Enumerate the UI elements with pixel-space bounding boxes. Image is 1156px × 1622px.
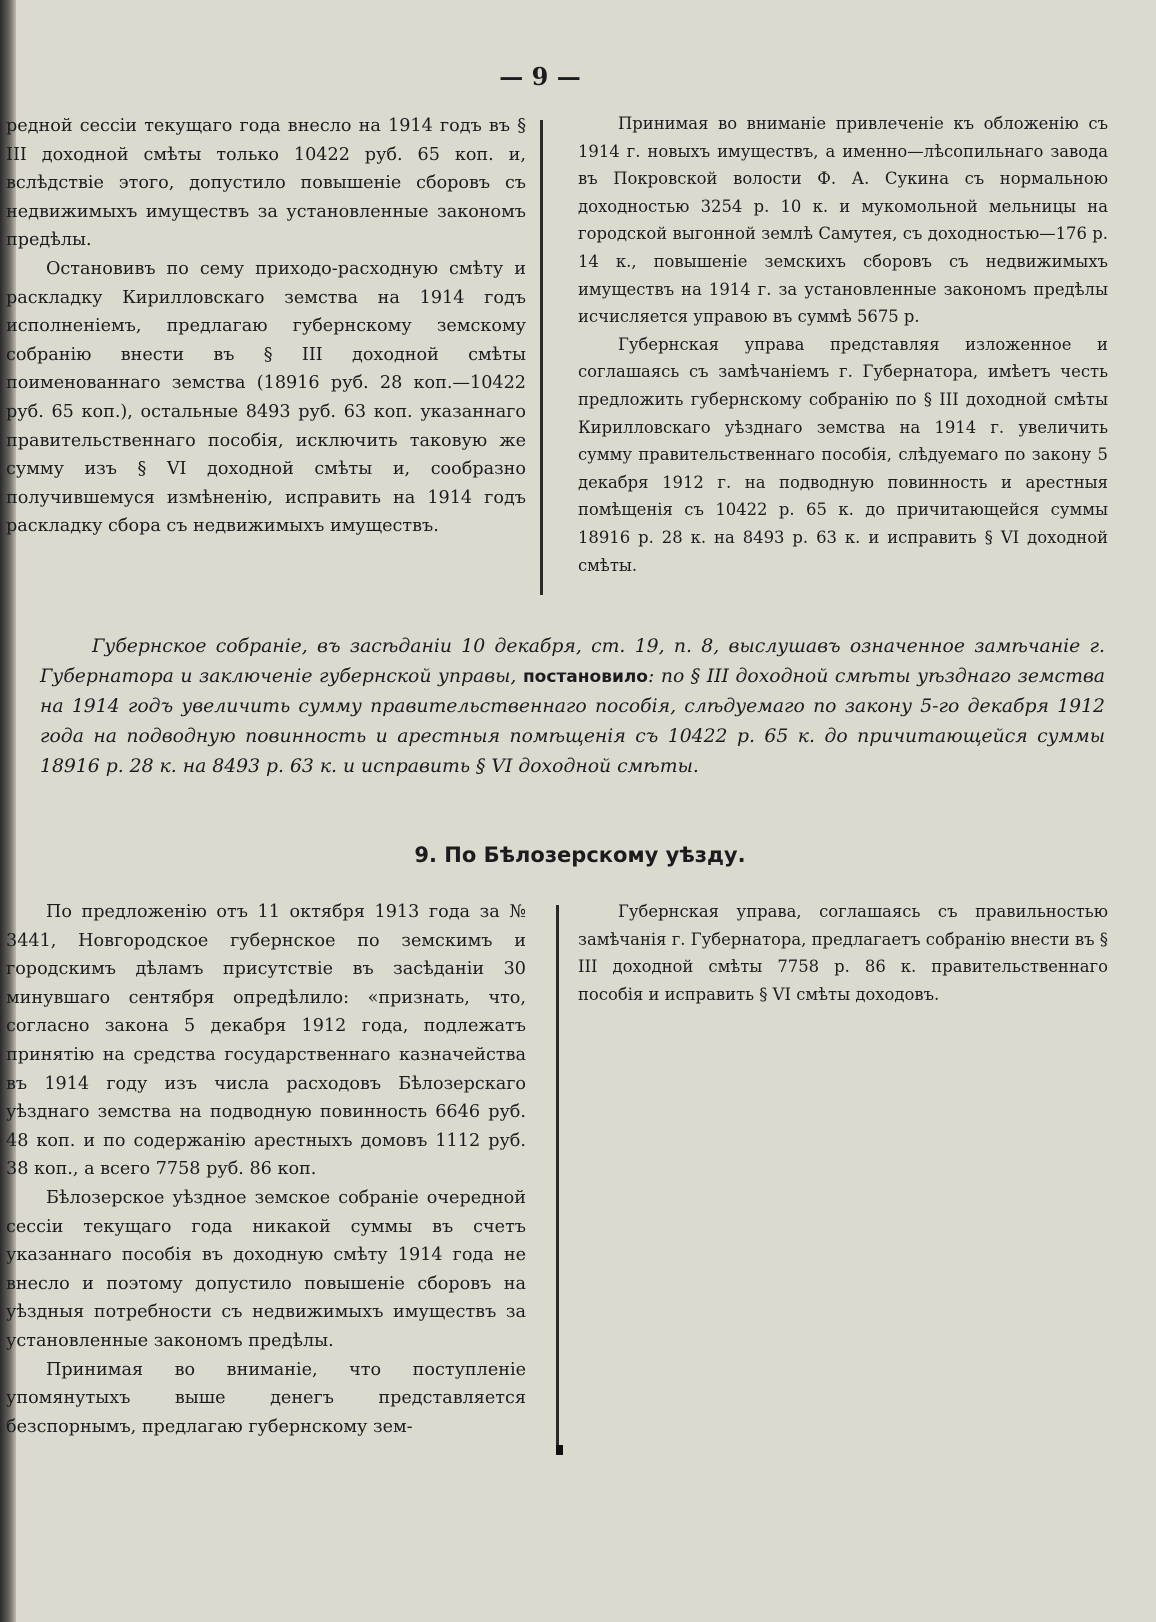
paragraph: Губернская управа, соглашаясь съ правильностью замѣчанія г. Губернатора, предлагаетъ собранію внести въ § III доходной смѣты 7758 р. 86 к. правительственнаго пособія и исправить § VI смѣты доходовъ. <box>578 902 1108 1004</box>
paragraph: Принимая во вниманіе привлеченіе къ обложенію съ 1914 г. новыхъ имуществъ, а именно—лѣсопильнаго завода въ Покровской волости Ф. А. Сукина съ нормальною доходностью 3254 р. 10 к. и мукомольной мельницы на городской выгонной землѣ Самутея, съ доходностью—176 р. 14 к., повышеніе земскихъ сборовъ съ недвижимыхъ имуществъ на 1914 г. за установленные закономъ предѣлы исчисляется управою въ суммѣ 5675 р. <box>578 114 1108 327</box>
paragraph: Остановивъ по сему приходо-расходную смѣту и раскладку Кирилловскаго земства на 1914 годъ исполненіемъ, предлагаю губернскому земскому собранію внести въ § III доходной смѣты поименованнаго земства (18916 руб. 28 коп.—10422 руб. 65 коп.), остальные 8493 руб. 63 коп. указаннаго правительственнаго пособія, исключить таковую же сумму изъ § VI доходной смѣты и, сообразно получившемуся измѣненію, исправить на 1914 годъ раскладку сбора съ недвижимыхъ имуществъ. <box>6 258 526 537</box>
top-right-column <box>578 110 1108 579</box>
bottom-right-column <box>578 898 1108 1008</box>
resolution-text: : по § III доходной смѣты уѣзднаго земства на 1914 годъ увеличить сумму правительственнаго пособія, слѣдуемаго по закону 5-го декабря 1912 года на подводную повинность и арестныя помѣщенія съ 10422 р. 65 к. до причитающейся суммы 18916 р. 28 к. на 8493 р. 63 к. и исправить § VI доходной смѣты. <box>40 666 1106 777</box>
assembly-resolution <box>40 632 1105 782</box>
section-heading: 9. По Бѣлозерскому уѣзду. <box>414 843 746 867</box>
paragraph: Принимая во вниманіе, что поступленіе упомянутыхъ выше денегъ представляется безспорнымъ, предлагаю губернскому зем- <box>6 1359 526 1437</box>
column-divider <box>556 905 559 1450</box>
column-divider <box>540 120 543 595</box>
resolution-keyword: постановило <box>522 667 648 687</box>
bottom-left-column <box>6 898 526 1441</box>
paragraph: Губернская управа представляя изложенное и соглашаясь съ замѣчаніемъ г. Губернатора, имѣетъ честь предложить губернскому собранію по § III доходной смѣты Кирилловскаго уѣзднаго земства на 1914 г. увеличить сумму правительственнаго пособія, слѣдуемаго по закону 5 декабря 1912 г. на подводную повинность и арестныя помѣщенія съ 10422 р. 65 к. до причитающейся суммы 18916 р. 28 к. на 8493 р. 63 к. и исправить § VI доходной смѣты. <box>578 334 1108 575</box>
resolution-text: Губернское собраніе, въ засѣданіи 10 декабря, ст. 19, п. 8, выслушавъ означенное замѣчаніе г. Губернатора и заключеніе губернской управы, <box>40 636 1105 687</box>
paragraph: редной сессіи текущаго года внесло на 1914 годъ въ § III доходной смѣты только 10422 руб. 65 коп. и, вслѣдствіе этого, допустило повышеніе сборовъ съ недвижимыхъ имуществъ за установленные закономъ предѣлы. <box>6 116 526 251</box>
top-left-column <box>6 112 526 541</box>
column-end-mark <box>556 1445 563 1455</box>
paragraph: По предложенію отъ 11 октября 1913 года за № 3441, Новгородское губернское по земскимъ и городскимъ дѣламъ присутствіе въ засѣданіи 30 минувшаго сентября опредѣлило: «признать, что, согласно закона 5 декабря 1912 года, подлежатъ принятію на средства государственнаго казначейства въ 1914 году изъ числа расходовъ Бѣлозерскаго уѣзднаго земства на подводную повинность 6646 руб. 48 коп. и по содержанію арестныхъ домовъ 1112 руб. 38 коп., а всего 7758 руб. 86 коп. <box>6 902 526 1180</box>
page-number: — 9 — <box>499 62 581 91</box>
paragraph: Бѣлозерское уѣздное земское собраніе очередной сессіи текущаго года никакой суммы въ счетъ указаннаго пособія въ доходную смѣту 1914 года не внесло и поэтому допустило повышеніе сборовъ на уѣздныя потребности съ недвижимыхъ имуществъ за установленные закономъ предѣлы. <box>6 1187 526 1351</box>
